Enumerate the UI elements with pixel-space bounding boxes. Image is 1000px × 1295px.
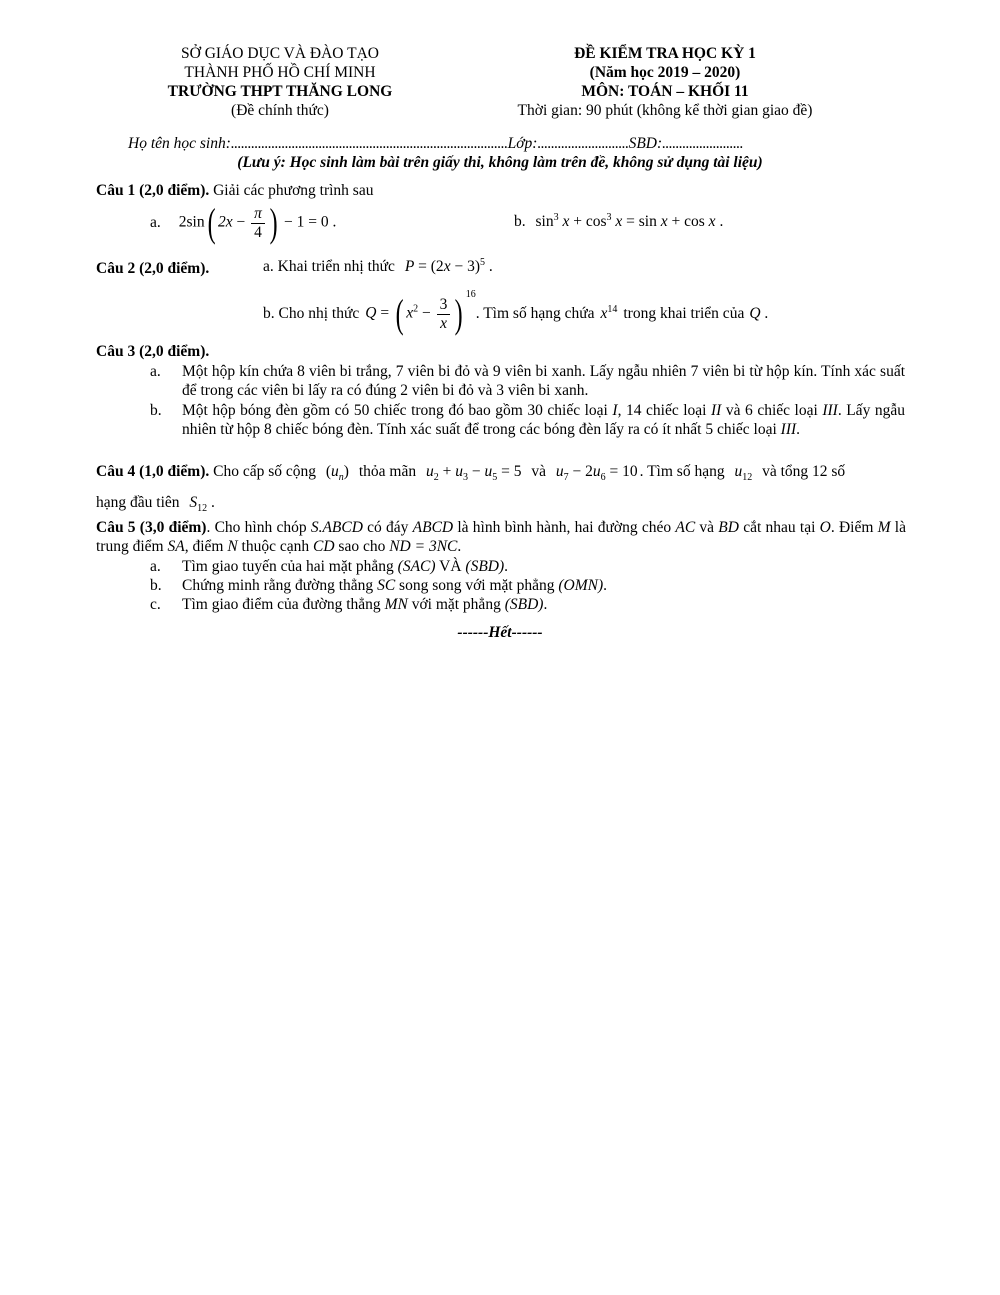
question-3a-text: Một hộp kín chứa 8 viên bi trắng, 7 viên bi đỏ và 9 viên bi xanh. Lấy ngẫu nhiên 7 viên bi từ hộp kín. Tính xác suất để trong các viên bi lấy ra có đúng 2 viên bi đỏ và 3 viên bi xanh. [182, 363, 905, 399]
q5b-sc: SC [377, 577, 396, 594]
q5b-t2: song song với mặt phẳng [395, 577, 559, 594]
condition-1: $u_2 + u_3 - u_5 = 5$ [425, 463, 522, 484]
q4-text2: thỏa mãn [358, 463, 417, 480]
q5-sabcd: S.ABCD [310, 519, 363, 536]
question-1-title: Câu 1 (2,0 điểm). [96, 182, 210, 199]
expression-P: $P = (2x - 3)^5$ . [404, 256, 493, 275]
exam-title: ĐỀ KIỂM TRA HỌC KỲ 1 [574, 45, 756, 62]
question-2b-text: b. Cho nhị thức [263, 304, 360, 322]
q5-t8: , điểm [184, 538, 228, 555]
question-2b-after: . Tìm số hạng chứa [475, 304, 595, 322]
q4-text4: . Tìm số hạng [639, 463, 725, 480]
q3b-type-I: I [612, 402, 618, 419]
q3b-part1: Một hộp bóng đèn gồm có 50 chiếc trong đó bao gồm 30 chiếc loại [182, 402, 613, 419]
question-2b [263, 288, 768, 340]
q5c-t1: Tìm giao điểm của đường thẳng [182, 596, 385, 613]
department-name: SỞ GIÁO DỤC VÀ ĐÀO TẠO [181, 45, 379, 62]
question-4-title: Câu 4 (1,0 điểm). [96, 463, 210, 480]
end-mark: ------Hết------ [457, 624, 543, 641]
q3b-part2: , 14 chiếc loại [617, 402, 712, 419]
equation-1a: 2sin( 2x − $\frac{\pi}{4}$ ) − 1 = 0 . [178, 200, 337, 245]
q5b-t1: Chứng minh rằng đường thẳng [182, 577, 378, 594]
class-label: Lớp: [507, 135, 538, 152]
q3b-part3: và 6 chiếc loại [721, 402, 823, 419]
question-1a [150, 198, 336, 248]
question-5b-label: b. [150, 577, 162, 594]
question-5b-text [182, 576, 905, 595]
q5-t7: là trung điểm [96, 519, 906, 555]
student-info-line [128, 135, 743, 154]
q5a-t1: Tìm giao tuyến của hai mặt phẳng [182, 558, 398, 575]
q5c-t3: . [543, 596, 548, 613]
q5-t4: và [695, 519, 719, 536]
q4-text6: hạng đầu tiên [96, 494, 180, 511]
question-1-text: Giải các phương trình sau [209, 182, 374, 199]
question-4-line1 [96, 463, 845, 482]
sequence-un: $(u_n)$ [325, 463, 349, 484]
q4-text3: và [531, 463, 546, 480]
question-2-title: Câu 2 (2,0 điểm). [96, 260, 210, 277]
q5-t1: . Cho hình chóp [206, 519, 311, 536]
question-2b-end: trong khai triển của [623, 304, 745, 322]
q4-text5: và tổng 12 số [762, 463, 846, 480]
question-1b [514, 213, 723, 232]
name-label: Họ tên học sinh: [128, 135, 231, 152]
expression-Q: Q = ( $x^2$ − $\frac{3}{x}$ ) $^{16}$ [365, 289, 476, 336]
question-5b [150, 576, 905, 595]
exam-note: (Lưu ý: Học sinh làm bài trên giấy thi, không làm trên đề, không sử dụng tài liệu) [237, 154, 763, 171]
q5-t6: . Điểm [830, 519, 878, 536]
term-u12: $u_{12}$ [734, 463, 753, 484]
q5-t10: sao cho [334, 538, 390, 555]
q5a-sbd: (SBD) [465, 558, 505, 575]
q5-t2: có đáy [362, 519, 413, 536]
q5-abcd: ABCD [412, 519, 454, 536]
official-label: (Đề chính thức) [231, 102, 329, 119]
question-4-line2 [96, 494, 215, 513]
sbd-dots: ........................ [662, 135, 744, 152]
city-name: THÀNH PHỐ HỒ CHÍ MINH [184, 64, 376, 81]
q5-t3: là hình bình hành, hai đường chéo [453, 519, 676, 536]
question-2a-text: a. Khai triển nhị thức [263, 258, 395, 275]
question-3b-label: b. [150, 402, 162, 419]
q5a-t3: . [504, 558, 509, 575]
question-5c-text [182, 595, 905, 614]
question-3a-label: a. [150, 363, 161, 380]
name-dots: .................................................................................. [230, 135, 508, 152]
question-5c-label: c. [150, 596, 161, 613]
header-left [130, 44, 430, 120]
q5a-sac: (SAC) [397, 558, 436, 575]
q5-m: M [877, 519, 891, 536]
q5b-t3: . [603, 577, 608, 594]
question-5a-label: a. [150, 558, 161, 575]
q5-nd: ND = 3NC [389, 538, 458, 555]
equation-1b: $\sin^3 x + \cos^3 x = \sin x + \cos x$ . [535, 211, 724, 230]
question-2a [263, 258, 493, 277]
q4-text1: Cho cấp số cộng [209, 463, 316, 480]
q5c-sbd: (SBD) [504, 596, 544, 613]
question-3-title: Câu 3 (2,0 điểm). [96, 343, 210, 360]
q5b-omn: (OMN) [558, 577, 604, 594]
sbd-label: SBD: [628, 135, 663, 152]
time-line: Thời gian: 90 phút (không kể thời gian giao đề) [517, 102, 813, 119]
q3b-type-III-2: III [780, 421, 797, 438]
question-3b [150, 401, 905, 439]
question-5a [150, 557, 905, 576]
question-5a-text [182, 557, 905, 576]
q5c-t2: với mặt phẳng [407, 596, 505, 613]
question-5c [150, 595, 905, 614]
question-3b-text [182, 401, 905, 439]
q5a-t2: VÀ [435, 558, 466, 575]
class-dots: ........................... [537, 135, 629, 152]
q5-bd: BD [718, 519, 739, 536]
q3b-part5: . [796, 421, 801, 438]
question-5-title: Câu 5 (3,0 điểm) [96, 519, 207, 536]
q5-sa: SA [167, 538, 185, 555]
header-right [480, 44, 850, 120]
condition-2: $u_7 - 2u_6 = 10$ [555, 463, 638, 484]
subject-line: MÔN: TOÁN – KHỐI 11 [581, 83, 749, 100]
school-name: TRƯỜNG THPT THĂNG LONG [167, 83, 393, 100]
expression-Q-end: Q . [749, 304, 769, 322]
question-3a [150, 362, 905, 400]
q5-ac: AC [675, 519, 696, 536]
question-1b-label: b. [514, 213, 526, 230]
q5c-mn: MN [384, 596, 408, 613]
q3b-type-III: III [822, 402, 838, 419]
school-year: (Năm học 2019 – 2020) [589, 64, 741, 81]
term-x14: $x^{14}$ [600, 303, 618, 322]
q3b-part4: . Lấy ngẫu nhiên từ hộp 8 chiếc bóng đèn. Tính xác suất để trong các bóng đèn lấy ra có ít nhất 5 chiếc loại [182, 402, 905, 438]
sum-S12: $S_{12}$ . [189, 494, 215, 515]
question-5-text [96, 518, 906, 556]
question-1a-label: a. [150, 213, 161, 231]
q5-o: O [819, 519, 831, 536]
q5-t11: . [457, 538, 462, 555]
q5-cd: CD [312, 538, 335, 555]
q3b-type-II: II [711, 402, 722, 419]
q5-t9: thuộc cạnh [237, 538, 313, 555]
q5-t5: cắt nhau tại [738, 519, 820, 536]
q5-n: N [227, 538, 238, 555]
